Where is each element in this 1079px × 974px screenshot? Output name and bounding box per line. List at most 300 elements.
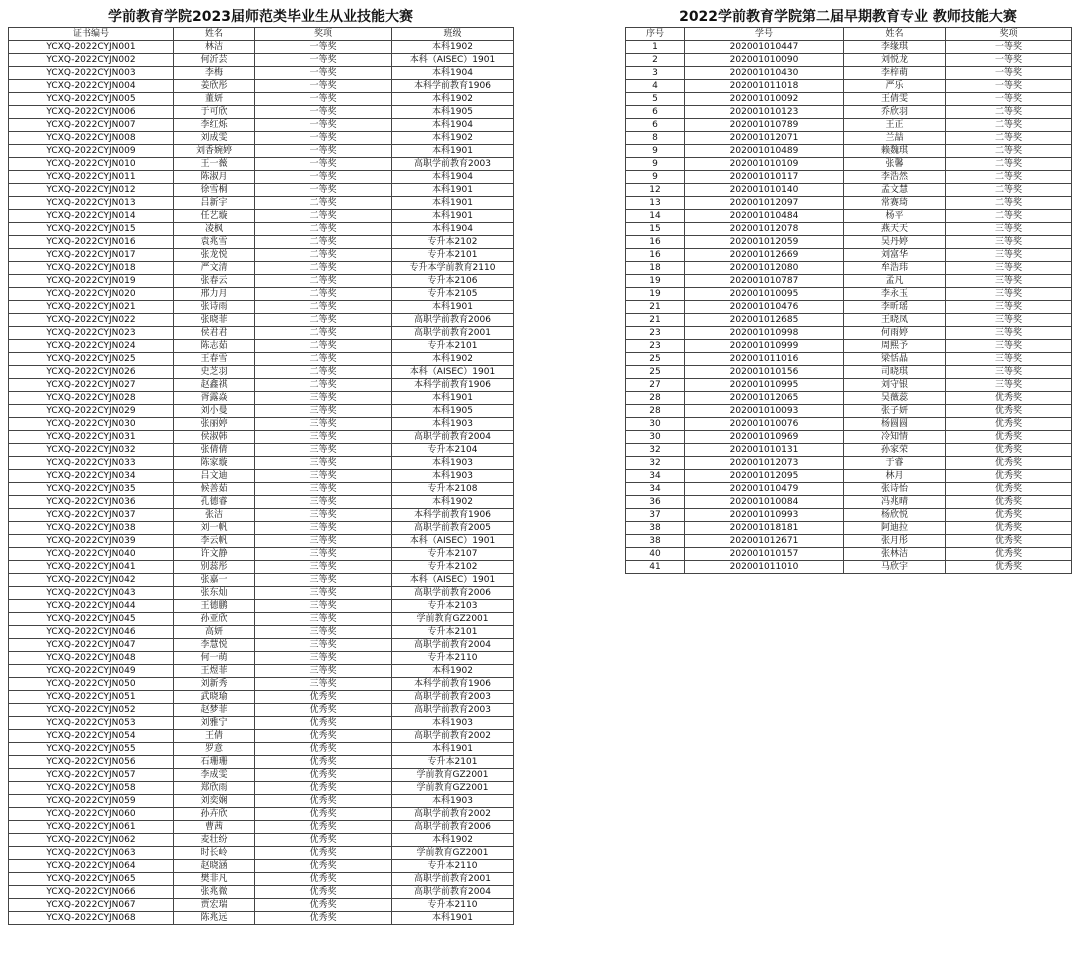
award-cell: 二等奖: [946, 106, 1072, 119]
class-cell: 本科1903: [392, 795, 514, 808]
table-row: [9, 821, 514, 834]
award-cell: 二等奖: [255, 340, 392, 353]
name-cell: 徐雪桐: [174, 184, 255, 197]
certificate-no-cell: YCXQ-2022CYJN047: [9, 639, 174, 652]
certificate-no-cell: YCXQ-2022CYJN060: [9, 808, 174, 821]
name-cell: 凌枫: [174, 223, 255, 236]
certificate-no-cell: YCXQ-2022CYJN067: [9, 899, 174, 912]
name-cell: 麦壮纷: [174, 834, 255, 847]
award-cell: 二等奖: [946, 145, 1072, 158]
table-row: [9, 509, 514, 522]
certificate-no-cell: YCXQ-2022CYJN048: [9, 652, 174, 665]
table-row: [9, 80, 514, 93]
certificate-no-cell: YCXQ-2022CYJN022: [9, 314, 174, 327]
class-cell: 本科学前教育1906: [392, 80, 514, 93]
name-cell: 张嘉一: [174, 574, 255, 587]
table-row: [626, 249, 1072, 262]
name-cell: 史芝羽: [174, 366, 255, 379]
seq-no-cell: 30: [626, 431, 685, 444]
seq-no-cell: 2: [626, 54, 685, 67]
table-row: [626, 184, 1072, 197]
class-cell: 本科1902: [392, 41, 514, 54]
table-row: [9, 197, 514, 210]
right-award-table: [625, 27, 1072, 574]
student-id-cell: 202001010076: [685, 418, 844, 431]
certificate-no-cell: YCXQ-2022CYJN005: [9, 93, 174, 106]
table-row: [9, 665, 514, 678]
table-row: [9, 899, 514, 912]
name-cell: 燕天天: [844, 223, 946, 236]
certificate-no-cell: YCXQ-2022CYJN025: [9, 353, 174, 366]
certificate-no-cell: YCXQ-2022CYJN029: [9, 405, 174, 418]
name-cell: 刘守银: [844, 379, 946, 392]
certificate-no-cell: YCXQ-2022CYJN013: [9, 197, 174, 210]
header-name: 姓名: [174, 28, 255, 41]
table-row: [626, 223, 1072, 236]
table-row: [626, 197, 1072, 210]
award-cell: 优秀奖: [946, 496, 1072, 509]
award-cell: 一等奖: [255, 132, 392, 145]
name-cell: 严乐: [844, 80, 946, 93]
name-cell: 张洁: [174, 509, 255, 522]
award-cell: 三等奖: [255, 405, 392, 418]
certificate-no-cell: YCXQ-2022CYJN011: [9, 171, 174, 184]
student-id-cell: 202001012065: [685, 392, 844, 405]
student-id-cell: 202001010479: [685, 483, 844, 496]
table-row: [626, 405, 1072, 418]
class-cell: 专升本2108: [392, 483, 514, 496]
name-cell: 张诗雨: [174, 301, 255, 314]
table-row: [626, 535, 1072, 548]
class-cell: 本科1902: [392, 93, 514, 106]
certificate-no-cell: YCXQ-2022CYJN063: [9, 847, 174, 860]
student-id-cell: 202001010092: [685, 93, 844, 106]
name-cell: 陈志茹: [174, 340, 255, 353]
table-row: [9, 834, 514, 847]
award-cell: 三等奖: [255, 457, 392, 470]
award-cell: 二等奖: [946, 119, 1072, 132]
seq-no-cell: 14: [626, 210, 685, 223]
table-row: [626, 496, 1072, 509]
seq-no-cell: 34: [626, 470, 685, 483]
award-cell: 三等奖: [255, 639, 392, 652]
name-cell: 张龙悦: [174, 249, 255, 262]
class-cell: 本科1901: [392, 743, 514, 756]
award-cell: 三等奖: [946, 314, 1072, 327]
seq-no-cell: 19: [626, 288, 685, 301]
class-cell: 本科1901: [392, 197, 514, 210]
award-cell: 三等奖: [255, 574, 392, 587]
certificate-no-cell: YCXQ-2022CYJN050: [9, 678, 174, 691]
student-id-cell: 202001010084: [685, 496, 844, 509]
award-cell: 优秀奖: [255, 717, 392, 730]
seq-no-cell: 41: [626, 561, 685, 574]
class-cell: 学前教育GZ2001: [392, 847, 514, 860]
certificate-no-cell: YCXQ-2022CYJN037: [9, 509, 174, 522]
name-cell: 杨欣悦: [844, 509, 946, 522]
name-cell: 林月: [844, 470, 946, 483]
award-cell: 二等奖: [946, 210, 1072, 223]
table-row: [626, 314, 1072, 327]
class-cell: 专升本2102: [392, 236, 514, 249]
table-row: [9, 275, 514, 288]
name-cell: 袁兆雪: [174, 236, 255, 249]
header-award: 奖项: [255, 28, 392, 41]
table-row: [9, 535, 514, 548]
certificate-no-cell: YCXQ-2022CYJN039: [9, 535, 174, 548]
table-row: [626, 119, 1072, 132]
award-cell: 一等奖: [255, 119, 392, 132]
seq-no-cell: 32: [626, 444, 685, 457]
certificate-no-cell: YCXQ-2022CYJN019: [9, 275, 174, 288]
table-row: [9, 249, 514, 262]
seq-no-cell: 23: [626, 327, 685, 340]
award-cell: 优秀奖: [946, 444, 1072, 457]
table-row: [9, 613, 514, 626]
seq-no-cell: 3: [626, 67, 685, 80]
name-cell: 任艺璇: [174, 210, 255, 223]
name-cell: 吕新宇: [174, 197, 255, 210]
certificate-no-cell: YCXQ-2022CYJN016: [9, 236, 174, 249]
award-cell: 优秀奖: [946, 405, 1072, 418]
class-cell: 本科1902: [392, 353, 514, 366]
name-cell: 候善茹: [174, 483, 255, 496]
award-cell: 三等奖: [255, 483, 392, 496]
certificate-no-cell: YCXQ-2022CYJN017: [9, 249, 174, 262]
table-row: [9, 145, 514, 158]
class-cell: 高职学前教育2002: [392, 730, 514, 743]
table-row: [9, 93, 514, 106]
certificate-no-cell: YCXQ-2022CYJN066: [9, 886, 174, 899]
table-row: [9, 483, 514, 496]
table-row: [626, 41, 1072, 54]
name-cell: 罗意: [174, 743, 255, 756]
right-table-header-row: [626, 28, 1072, 41]
award-cell: 二等奖: [255, 197, 392, 210]
student-id-cell: 202001010995: [685, 379, 844, 392]
certificate-no-cell: YCXQ-2022CYJN009: [9, 145, 174, 158]
table-row: [626, 132, 1072, 145]
name-cell: 刘悦龙: [844, 54, 946, 67]
table-row: [9, 223, 514, 236]
name-cell: 张晓菲: [174, 314, 255, 327]
class-cell: 本科1902: [392, 834, 514, 847]
award-cell: 二等奖: [946, 132, 1072, 145]
name-cell: 陈兆远: [174, 912, 255, 925]
award-cell: 三等奖: [946, 301, 1072, 314]
name-cell: 樊非凡: [174, 873, 255, 886]
name-cell: 王晓凤: [844, 314, 946, 327]
seq-no-cell: 19: [626, 275, 685, 288]
seq-no-cell: 38: [626, 535, 685, 548]
table-row: [9, 262, 514, 275]
name-cell: 胥露焱: [174, 392, 255, 405]
class-cell: 本科1901: [392, 392, 514, 405]
award-cell: 三等奖: [946, 262, 1072, 275]
seq-no-cell: 6: [626, 106, 685, 119]
name-cell: 时长岭: [174, 847, 255, 860]
table-row: [9, 379, 514, 392]
table-row: [626, 483, 1072, 496]
class-cell: 专升本学前教育2110: [392, 262, 514, 275]
class-cell: 本科学前教育1906: [392, 379, 514, 392]
table-row: [9, 418, 514, 431]
certificate-no-cell: YCXQ-2022CYJN023: [9, 327, 174, 340]
name-cell: 侯君君: [174, 327, 255, 340]
table-row: [9, 496, 514, 509]
seq-no-cell: 36: [626, 496, 685, 509]
table-row: [626, 54, 1072, 67]
award-cell: 一等奖: [255, 54, 392, 67]
table-row: [626, 340, 1072, 353]
certificate-no-cell: YCXQ-2022CYJN015: [9, 223, 174, 236]
certificate-no-cell: YCXQ-2022CYJN021: [9, 301, 174, 314]
award-cell: 三等奖: [946, 288, 1072, 301]
header-award: 奖项: [946, 28, 1072, 41]
student-id-cell: 202001010157: [685, 548, 844, 561]
award-cell: 二等奖: [946, 158, 1072, 171]
name-cell: 李梓萌: [844, 67, 946, 80]
class-cell: 高职学前教育2005: [392, 522, 514, 535]
student-id-cell: 202001010969: [685, 431, 844, 444]
award-cell: 优秀奖: [255, 730, 392, 743]
certificate-no-cell: YCXQ-2022CYJN001: [9, 41, 174, 54]
certificate-no-cell: YCXQ-2022CYJN058: [9, 782, 174, 795]
name-cell: 李云帆: [174, 535, 255, 548]
class-cell: 专升本2101: [392, 756, 514, 769]
award-cell: 三等奖: [255, 509, 392, 522]
award-cell: 优秀奖: [255, 860, 392, 873]
class-cell: 本科1904: [392, 171, 514, 184]
class-cell: 本科（AISEC）1901: [392, 366, 514, 379]
table-row: [626, 145, 1072, 158]
left-table-title: 学前教育学院2023届师范类毕业生从业技能大赛: [108, 9, 413, 25]
class-cell: 高职学前教育2006: [392, 821, 514, 834]
name-cell: 刘成雯: [174, 132, 255, 145]
name-cell: 邢力月: [174, 288, 255, 301]
award-cell: 优秀奖: [255, 782, 392, 795]
name-cell: 贾宏瑞: [174, 899, 255, 912]
table-row: [9, 782, 514, 795]
table-row: [626, 418, 1072, 431]
class-cell: 专升本2101: [392, 626, 514, 639]
award-cell: 一等奖: [255, 184, 392, 197]
seq-no-cell: 4: [626, 80, 685, 93]
student-id-cell: 202001010484: [685, 210, 844, 223]
name-cell: 马欣宇: [844, 561, 946, 574]
award-cell: 三等奖: [255, 626, 392, 639]
table-row: [626, 392, 1072, 405]
award-cell: 二等奖: [255, 223, 392, 236]
award-cell: 一等奖: [255, 145, 392, 158]
certificate-no-cell: YCXQ-2022CYJN062: [9, 834, 174, 847]
award-cell: 一等奖: [255, 80, 392, 93]
award-cell: 三等奖: [255, 652, 392, 665]
table-row: [9, 314, 514, 327]
table-row: [9, 119, 514, 132]
table-row: [9, 808, 514, 821]
table-row: [9, 431, 514, 444]
name-cell: 常赛琦: [844, 197, 946, 210]
seq-no-cell: 15: [626, 223, 685, 236]
table-row: [9, 54, 514, 67]
seq-no-cell: 40: [626, 548, 685, 561]
name-cell: 张诗怡: [844, 483, 946, 496]
left-award-table: [8, 27, 514, 925]
class-cell: 高职学前教育2004: [392, 886, 514, 899]
class-cell: 本科1901: [392, 145, 514, 158]
award-cell: 三等奖: [946, 340, 1072, 353]
seq-no-cell: 9: [626, 158, 685, 171]
table-row: [9, 743, 514, 756]
name-cell: 刘新秀: [174, 678, 255, 691]
name-cell: 赵梦菲: [174, 704, 255, 717]
certificate-no-cell: YCXQ-2022CYJN002: [9, 54, 174, 67]
award-cell: 优秀奖: [946, 483, 1072, 496]
right-table-title: 2022学前教育学院第二届早期教育专业 教师技能大赛: [679, 9, 1017, 25]
award-cell: 优秀奖: [946, 431, 1072, 444]
name-cell: 何沂芸: [174, 54, 255, 67]
table-row: [626, 158, 1072, 171]
certificate-no-cell: YCXQ-2022CYJN055: [9, 743, 174, 756]
name-cell: 李浩然: [844, 171, 946, 184]
seq-no-cell: 21: [626, 301, 685, 314]
award-cell: 三等奖: [255, 470, 392, 483]
name-cell: 刘一帆: [174, 522, 255, 535]
student-id-cell: 202001010131: [685, 444, 844, 457]
name-cell: 王一薇: [174, 158, 255, 171]
table-row: [626, 548, 1072, 561]
seq-no-cell: 18: [626, 262, 685, 275]
student-id-cell: 202001012685: [685, 314, 844, 327]
name-cell: 林洁: [174, 41, 255, 54]
name-cell: 姜欣彤: [174, 80, 255, 93]
name-cell: 于睿: [844, 457, 946, 470]
class-cell: 专升本2110: [392, 860, 514, 873]
award-cell: 三等奖: [255, 496, 392, 509]
table-row: [9, 704, 514, 717]
class-cell: 专升本2101: [392, 249, 514, 262]
name-cell: 高妍: [174, 626, 255, 639]
certificate-no-cell: YCXQ-2022CYJN031: [9, 431, 174, 444]
certificate-no-cell: YCXQ-2022CYJN053: [9, 717, 174, 730]
table-row: [9, 886, 514, 899]
name-cell: 张兆微: [174, 886, 255, 899]
header-name: 姓名: [844, 28, 946, 41]
certificate-no-cell: YCXQ-2022CYJN035: [9, 483, 174, 496]
certificate-no-cell: YCXQ-2022CYJN065: [9, 873, 174, 886]
seq-no-cell: 12: [626, 184, 685, 197]
award-cell: 二等奖: [255, 236, 392, 249]
award-cell: 三等奖: [255, 587, 392, 600]
table-row: [9, 288, 514, 301]
name-cell: 许文静: [174, 548, 255, 561]
award-cell: 三等奖: [255, 535, 392, 548]
class-cell: 专升本2101: [392, 340, 514, 353]
certificate-no-cell: YCXQ-2022CYJN056: [9, 756, 174, 769]
student-id-cell: 202001018181: [685, 522, 844, 535]
certificate-no-cell: YCXQ-2022CYJN042: [9, 574, 174, 587]
name-cell: 陈淑月: [174, 171, 255, 184]
table-row: [9, 756, 514, 769]
seq-no-cell: 21: [626, 314, 685, 327]
name-cell: 赵晓涵: [174, 860, 255, 873]
award-cell: 优秀奖: [946, 509, 1072, 522]
award-cell: 优秀奖: [255, 756, 392, 769]
left-table-header-row: [9, 28, 514, 41]
table-row: [9, 457, 514, 470]
award-cell: 二等奖: [255, 327, 392, 340]
award-cell: 二等奖: [946, 171, 1072, 184]
name-cell: 梁恬晶: [844, 353, 946, 366]
table-row: [626, 366, 1072, 379]
certificate-no-cell: YCXQ-2022CYJN030: [9, 418, 174, 431]
award-cell: 二等奖: [255, 379, 392, 392]
award-cell: 一等奖: [255, 158, 392, 171]
name-cell: 王倩雯: [844, 93, 946, 106]
certificate-no-cell: YCXQ-2022CYJN046: [9, 626, 174, 639]
award-cell: 优秀奖: [255, 886, 392, 899]
table-row: [9, 691, 514, 704]
award-cell: 一等奖: [255, 41, 392, 54]
award-cell: 三等奖: [946, 366, 1072, 379]
class-cell: 本科1903: [392, 470, 514, 483]
class-cell: 高职学前教育2004: [392, 431, 514, 444]
class-cell: 专升本2110: [392, 652, 514, 665]
award-cell: 优秀奖: [946, 392, 1072, 405]
table-row: [9, 847, 514, 860]
certificate-no-cell: YCXQ-2022CYJN014: [9, 210, 174, 223]
table-row: [9, 41, 514, 54]
name-cell: 李成雯: [174, 769, 255, 782]
table-row: [9, 158, 514, 171]
table-row: [9, 652, 514, 665]
table-row: [626, 522, 1072, 535]
award-cell: 一等奖: [255, 93, 392, 106]
student-id-cell: 202001010095: [685, 288, 844, 301]
award-cell: 三等奖: [946, 249, 1072, 262]
class-cell: 本科1901: [392, 210, 514, 223]
name-cell: 曹茜: [174, 821, 255, 834]
class-cell: 本科学前教育1906: [392, 678, 514, 691]
name-cell: 李永玉: [844, 288, 946, 301]
award-cell: 一等奖: [946, 80, 1072, 93]
award-cell: 优秀奖: [255, 873, 392, 886]
class-cell: 本科1901: [392, 912, 514, 925]
award-cell: 优秀奖: [255, 899, 392, 912]
seq-no-cell: 16: [626, 236, 685, 249]
certificate-no-cell: YCXQ-2022CYJN051: [9, 691, 174, 704]
class-cell: 学前教育GZ2001: [392, 613, 514, 626]
seq-no-cell: 30: [626, 418, 685, 431]
name-cell: 吴丹婷: [844, 236, 946, 249]
name-cell: 张东灿: [174, 587, 255, 600]
table-row: [9, 171, 514, 184]
student-id-cell: 202001010430: [685, 67, 844, 80]
award-cell: 二等奖: [255, 210, 392, 223]
award-cell: 优秀奖: [946, 457, 1072, 470]
table-row: [9, 184, 514, 197]
student-id-cell: 202001011018: [685, 80, 844, 93]
table-row: [626, 431, 1072, 444]
certificate-no-cell: YCXQ-2022CYJN018: [9, 262, 174, 275]
student-id-cell: 202001012059: [685, 236, 844, 249]
class-cell: 本科1903: [392, 457, 514, 470]
table-row: [626, 171, 1072, 184]
table-row: [9, 873, 514, 886]
seq-no-cell: 28: [626, 405, 685, 418]
name-cell: 赵鑫祺: [174, 379, 255, 392]
